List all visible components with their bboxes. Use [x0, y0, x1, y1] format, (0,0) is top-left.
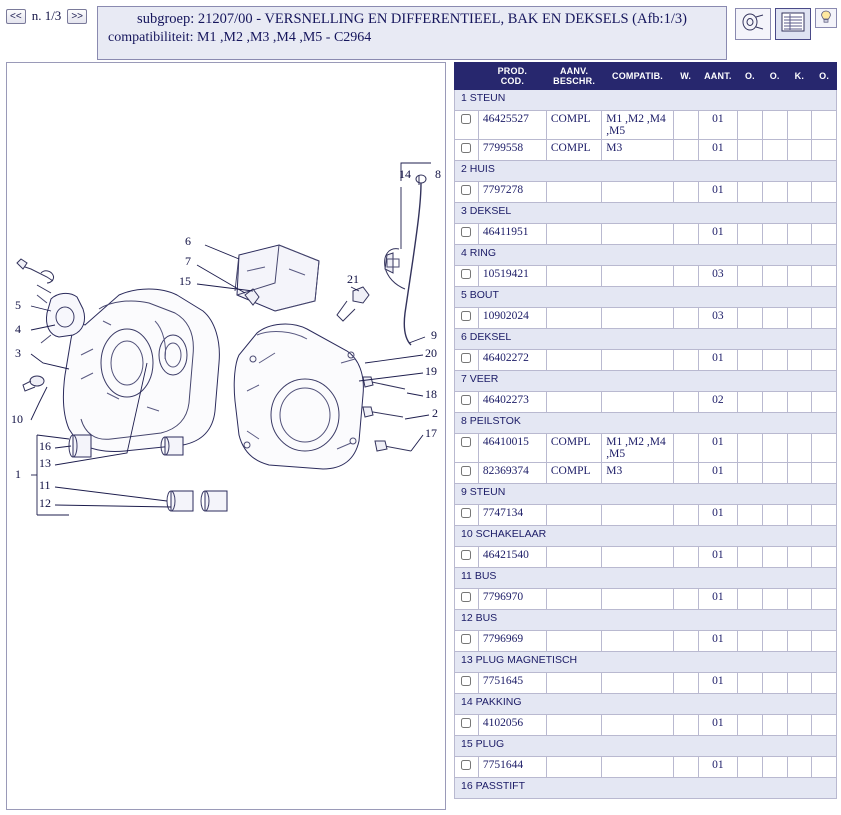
part-group-label: 14 PAKKING: [455, 694, 837, 715]
row-select-checkbox[interactable]: [461, 508, 471, 518]
o-cell-3: [812, 111, 837, 140]
part-group-row: [455, 610, 837, 631]
k-cell: [787, 757, 812, 778]
quantity-cell: 01: [698, 140, 737, 161]
row-select-cell[interactable]: [455, 434, 479, 463]
callout-2: 2: [432, 406, 438, 420]
parts-table-pane: [454, 62, 837, 810]
quantity-cell: 01: [698, 631, 737, 652]
w-cell: [673, 463, 698, 484]
row-select-cell[interactable]: [455, 505, 479, 526]
o-cell-1: [738, 505, 763, 526]
part-group-row: [455, 526, 837, 547]
row-select-cell[interactable]: [455, 350, 479, 371]
extra-description-cell: [546, 631, 601, 652]
table-row[interactable]: [455, 224, 837, 245]
compatibility-cell: [602, 547, 673, 568]
callout-15: 15: [179, 274, 191, 288]
callout-14: 14: [399, 167, 411, 181]
quantity-cell: 01: [698, 715, 737, 736]
gear-drawing-icon: [740, 11, 766, 37]
o-cell-2: [762, 140, 787, 161]
quantity-cell: 01: [698, 757, 737, 778]
row-select-checkbox[interactable]: [461, 143, 471, 153]
part-group-row: [455, 329, 837, 350]
part-group-row: [455, 484, 837, 505]
row-select-checkbox[interactable]: [461, 550, 471, 560]
compatibility-cell: [602, 673, 673, 694]
row-select-cell[interactable]: [455, 631, 479, 652]
o-cell-1: [738, 673, 763, 694]
o-cell-1: [738, 589, 763, 610]
content-area: [0, 62, 841, 810]
row-select-checkbox[interactable]: [461, 760, 471, 770]
k-cell: [787, 631, 812, 652]
next-page-button[interactable]: >>: [67, 9, 87, 24]
extra-description-cell: [546, 182, 601, 203]
part-group-label: 4 RING: [455, 245, 837, 266]
part-group-label: 8 PEILSTOK: [455, 413, 837, 434]
o-cell-3: [812, 350, 837, 371]
o-cell-1: [738, 266, 763, 287]
first-page-button[interactable]: <<: [6, 9, 26, 24]
row-select-cell[interactable]: [455, 673, 479, 694]
th-o-2: O.: [762, 63, 787, 90]
o-cell-1: [738, 224, 763, 245]
part-group-row: [455, 161, 837, 182]
compatibility-cell: [602, 631, 673, 652]
o-cell-1: [738, 140, 763, 161]
row-select-checkbox[interactable]: [461, 676, 471, 686]
o-cell-3: [812, 434, 837, 463]
lightbulb-icon: [820, 10, 832, 26]
extra-description-cell: COMPL: [546, 111, 601, 140]
part-group-row: [455, 203, 837, 224]
list-view-button[interactable]: [775, 8, 811, 40]
part-number-cell: 46411951: [478, 224, 546, 245]
row-select-cell[interactable]: [455, 547, 479, 568]
callout-7: 7: [185, 254, 191, 268]
o-cell-2: [762, 308, 787, 329]
o-cell-3: [812, 757, 837, 778]
table-row[interactable]: [455, 631, 837, 652]
th-o-1: O.: [738, 63, 763, 90]
compatibility-value: M1 ,M2 ,M3 ,M4 ,M5 - C2964: [197, 30, 372, 45]
callout-9: 9: [431, 328, 437, 342]
w-cell: [673, 392, 698, 413]
th-aanv-beschr: AANV. BESCHR.: [546, 63, 601, 90]
compatibility-cell: [602, 392, 673, 413]
table-row[interactable]: [455, 111, 837, 140]
extra-description-cell: [546, 266, 601, 287]
o-cell-1: [738, 631, 763, 652]
part-number-cell: 10519421: [478, 266, 546, 287]
w-cell: [673, 757, 698, 778]
pager: [6, 6, 87, 24]
row-select-cell[interactable]: [455, 224, 479, 245]
extra-description-cell: [546, 673, 601, 694]
part-group-row: [455, 736, 837, 757]
k-cell: [787, 547, 812, 568]
help-hint-button[interactable]: [815, 8, 837, 28]
part-group-row: [455, 778, 837, 799]
o-cell-1: [738, 392, 763, 413]
part-group-label: 15 PLUG: [455, 736, 837, 757]
row-select-checkbox[interactable]: [461, 353, 471, 363]
callout-21: 21: [347, 272, 359, 286]
o-cell-1: [738, 182, 763, 203]
diagram-drawing: [7, 63, 445, 809]
o-cell-3: [812, 589, 837, 610]
extra-description-cell: [546, 547, 601, 568]
w-cell: [673, 140, 698, 161]
k-cell: [787, 111, 812, 140]
page-indicator: n. 1/3: [31, 8, 62, 23]
callout-6: 6: [185, 234, 191, 248]
part-group-label: 2 HUIS: [455, 161, 837, 182]
part-group-row: [455, 652, 837, 673]
w-cell: [673, 434, 698, 463]
table-row[interactable]: [455, 308, 837, 329]
part-group-row: [455, 694, 837, 715]
row-select-checkbox[interactable]: [461, 114, 471, 124]
th-prod-cod: PROD. COD.: [478, 63, 546, 90]
th-w: W.: [673, 63, 698, 90]
o-cell-1: [738, 350, 763, 371]
o-cell-1: [738, 757, 763, 778]
quantity-cell: 01: [698, 111, 737, 140]
table-header-row: [455, 63, 837, 90]
extra-description-cell: [546, 224, 601, 245]
part-number-cell: 7747134: [478, 505, 546, 526]
row-select-cell[interactable]: [455, 308, 479, 329]
part-number-cell: 7797278: [478, 182, 546, 203]
o-cell-1: [738, 463, 763, 484]
o-cell-3: [812, 673, 837, 694]
row-select-cell[interactable]: [455, 266, 479, 287]
table-row[interactable]: [455, 140, 837, 161]
o-cell-3: [812, 631, 837, 652]
k-cell: [787, 224, 812, 245]
extra-description-cell: COMPL: [546, 463, 601, 484]
row-select-cell[interactable]: [455, 140, 479, 161]
compatibility-cell: M3: [602, 463, 673, 484]
o-cell-3: [812, 140, 837, 161]
part-group-label: 9 STEUN: [455, 484, 837, 505]
part-group-label: 7 VEER: [455, 371, 837, 392]
row-select-checkbox[interactable]: [461, 466, 471, 476]
extra-description-cell: COMPL: [546, 434, 601, 463]
w-cell: [673, 308, 698, 329]
th-aant: AANT.: [698, 63, 737, 90]
quantity-cell: 01: [698, 350, 737, 371]
k-cell: [787, 673, 812, 694]
o-cell-3: [812, 224, 837, 245]
part-group-label: 5 BOUT: [455, 287, 837, 308]
quantity-cell: 02: [698, 392, 737, 413]
header-icon-group: [735, 6, 837, 40]
part-group-row: [455, 245, 837, 266]
compatibility-cell: [602, 757, 673, 778]
drawing-view-button[interactable]: [735, 8, 771, 40]
callout-10: 10: [11, 412, 23, 426]
o-cell-2: [762, 589, 787, 610]
o-cell-2: [762, 547, 787, 568]
row-select-cell[interactable]: [455, 757, 479, 778]
row-select-checkbox[interactable]: [461, 718, 471, 728]
part-group-label: 10 SCHAKELAAR: [455, 526, 837, 547]
k-cell: [787, 715, 812, 736]
k-cell: [787, 463, 812, 484]
table-row[interactable]: [455, 547, 837, 568]
part-number-cell: 46421540: [478, 547, 546, 568]
table-row[interactable]: [455, 182, 837, 203]
part-group-label: 3 DEKSEL: [455, 203, 837, 224]
compatibility-cell: [602, 715, 673, 736]
row-select-checkbox[interactable]: [461, 185, 471, 195]
o-cell-2: [762, 757, 787, 778]
extra-description-cell: [546, 392, 601, 413]
quantity-cell: 01: [698, 182, 737, 203]
callout-18: 18: [425, 387, 437, 401]
o-cell-3: [812, 547, 837, 568]
callout-16: 16: [39, 439, 51, 453]
o-cell-3: [812, 463, 837, 484]
quantity-cell: 01: [698, 224, 737, 245]
th-k: K.: [787, 63, 812, 90]
callout-4: 4: [15, 322, 21, 336]
part-number-cell: 46402273: [478, 392, 546, 413]
part-number-cell: 46410015: [478, 434, 546, 463]
row-select-cell[interactable]: [455, 182, 479, 203]
quantity-cell: 01: [698, 505, 737, 526]
row-select-checkbox[interactable]: [461, 311, 471, 321]
part-group-row: [455, 371, 837, 392]
compatibility-line: [106, 30, 718, 46]
quantity-cell: 01: [698, 589, 737, 610]
w-cell: [673, 182, 698, 203]
list-view-icon: [780, 11, 806, 37]
w-cell: [673, 547, 698, 568]
table-row[interactable]: [455, 463, 837, 484]
th-compatib: COMPATIB.: [602, 63, 673, 90]
w-cell: [673, 111, 698, 140]
extra-description-cell: [546, 505, 601, 526]
part-group-row: [455, 90, 837, 111]
compatibility-cell: [602, 589, 673, 610]
quantity-cell: 03: [698, 308, 737, 329]
o-cell-2: [762, 111, 787, 140]
k-cell: [787, 589, 812, 610]
w-cell: [673, 715, 698, 736]
part-group-label: 11 BUS: [455, 568, 837, 589]
row-select-checkbox[interactable]: [461, 227, 471, 237]
o-cell-3: [812, 715, 837, 736]
part-number-cell: 7796969: [478, 631, 546, 652]
o-cell-2: [762, 673, 787, 694]
o-cell-3: [812, 266, 837, 287]
compatibility-label: compatibiliteit:: [108, 30, 194, 45]
o-cell-2: [762, 631, 787, 652]
k-cell: [787, 392, 812, 413]
w-cell: [673, 673, 698, 694]
part-number-cell: 7799558: [478, 140, 546, 161]
parts-table-body: [455, 90, 837, 799]
k-cell: [787, 434, 812, 463]
compatibility-cell: [602, 505, 673, 526]
page-title: subgroep: 21207/00 - VERSNELLING EN DIFFERENTIEEL, BAK EN DEKSELS (Afb:1/3): [137, 11, 687, 27]
extra-description-cell: [546, 589, 601, 610]
table-row[interactable]: [455, 392, 837, 413]
exploded-diagram[interactable]: [6, 62, 446, 810]
o-cell-1: [738, 308, 763, 329]
o-cell-2: [762, 266, 787, 287]
th-select: [455, 63, 479, 90]
callout-5: 5: [15, 298, 21, 312]
row-select-cell[interactable]: [455, 463, 479, 484]
o-cell-2: [762, 715, 787, 736]
row-select-checkbox[interactable]: [461, 395, 471, 405]
o-cell-3: [812, 182, 837, 203]
part-number-cell: 7751645: [478, 673, 546, 694]
row-select-cell[interactable]: [455, 715, 479, 736]
quantity-cell: 01: [698, 673, 737, 694]
w-cell: [673, 224, 698, 245]
o-cell-2: [762, 434, 787, 463]
parts-table: [454, 62, 837, 799]
row-select-checkbox[interactable]: [461, 592, 471, 602]
callout-8: 8: [435, 167, 441, 181]
page-header: [0, 0, 841, 62]
part-group-row: [455, 287, 837, 308]
quantity-cell: 03: [698, 266, 737, 287]
w-cell: [673, 631, 698, 652]
w-cell: [673, 589, 698, 610]
callout-11: 11: [39, 478, 51, 492]
callout-20: 20: [425, 346, 437, 360]
row-select-checkbox[interactable]: [461, 269, 471, 279]
part-number-cell: 46425527: [478, 111, 546, 140]
o-cell-1: [738, 434, 763, 463]
o-cell-3: [812, 308, 837, 329]
w-cell: [673, 266, 698, 287]
row-select-cell[interactable]: [455, 111, 479, 140]
part-group-row: [455, 413, 837, 434]
quantity-cell: 01: [698, 434, 737, 463]
o-cell-3: [812, 505, 837, 526]
part-number-cell: 4102056: [478, 715, 546, 736]
compatibility-cell: [602, 308, 673, 329]
compatibility-cell: [602, 266, 673, 287]
callout-13: 13: [39, 456, 51, 470]
part-group-label: 1 STEUN: [455, 90, 837, 111]
extra-description-cell: [546, 308, 601, 329]
o-cell-3: [812, 392, 837, 413]
part-number-cell: 82369374: [478, 463, 546, 484]
extra-description-cell: COMPL: [546, 140, 601, 161]
subgroup-title-box: [97, 6, 727, 60]
th-o-3: O.: [812, 63, 837, 90]
k-cell: [787, 182, 812, 203]
table-row[interactable]: [455, 350, 837, 371]
callout-3: 3: [15, 346, 21, 360]
o-cell-2: [762, 505, 787, 526]
part-group-label: 13 PLUG MAGNETISCH: [455, 652, 837, 673]
callout-17: 17: [425, 426, 437, 440]
o-cell-2: [762, 350, 787, 371]
quantity-cell: 01: [698, 463, 737, 484]
k-cell: [787, 505, 812, 526]
o-cell-1: [738, 547, 763, 568]
compatibility-cell: M1 ,M2 ,M4 ,M5: [602, 434, 673, 463]
table-row[interactable]: [455, 589, 837, 610]
table-row[interactable]: [455, 715, 837, 736]
callout-1: 1: [15, 467, 21, 481]
part-group-label: 16 PASSTIFT: [455, 778, 837, 799]
part-number-cell: 10902024: [478, 308, 546, 329]
table-row[interactable]: [455, 434, 837, 463]
table-row[interactable]: [455, 505, 837, 526]
o-cell-2: [762, 463, 787, 484]
w-cell: [673, 505, 698, 526]
compatibility-cell: [602, 182, 673, 203]
k-cell: [787, 350, 812, 371]
callout-19: 19: [425, 364, 437, 378]
compatibility-cell: M3: [602, 140, 673, 161]
k-cell: [787, 140, 812, 161]
o-cell-2: [762, 224, 787, 245]
quantity-cell: 01: [698, 547, 737, 568]
w-cell: [673, 350, 698, 371]
o-cell-2: [762, 392, 787, 413]
extra-description-cell: [546, 757, 601, 778]
extra-description-cell: [546, 350, 601, 371]
part-group-label: 12 BUS: [455, 610, 837, 631]
extra-description-cell: [546, 715, 601, 736]
table-row[interactable]: [455, 673, 837, 694]
row-select-checkbox[interactable]: [461, 634, 471, 644]
part-number-cell: 46402272: [478, 350, 546, 371]
row-select-checkbox[interactable]: [461, 437, 471, 447]
part-number-cell: 7796970: [478, 589, 546, 610]
table-row[interactable]: [455, 757, 837, 778]
callout-12: 12: [39, 496, 51, 510]
part-group-label: 6 DEKSEL: [455, 329, 837, 350]
part-group-row: [455, 568, 837, 589]
o-cell-2: [762, 182, 787, 203]
compatibility-cell: [602, 350, 673, 371]
k-cell: [787, 308, 812, 329]
compatibility-cell: M1 ,M2 ,M4 ,M5: [602, 111, 673, 140]
o-cell-1: [738, 111, 763, 140]
k-cell: [787, 266, 812, 287]
part-number-cell: 7751644: [478, 757, 546, 778]
o-cell-1: [738, 715, 763, 736]
row-select-cell[interactable]: [455, 392, 479, 413]
table-row[interactable]: [455, 266, 837, 287]
compatibility-cell: [602, 224, 673, 245]
row-select-cell[interactable]: [455, 589, 479, 610]
